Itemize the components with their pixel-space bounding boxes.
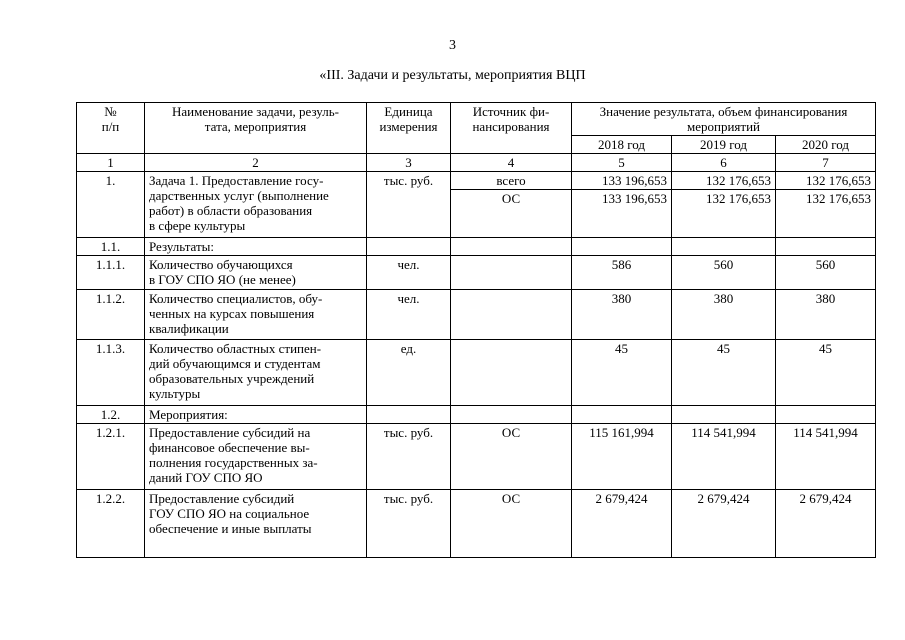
table-row <box>77 290 876 340</box>
header-year-2019: 2019 год <box>672 136 776 154</box>
row-value-2018: 45 <box>572 340 672 406</box>
header-unit: Единица измерения <box>367 103 451 154</box>
section-title: «III. Задачи и результаты, мероприятия ВЦП <box>319 68 586 83</box>
table-row <box>77 238 876 256</box>
row-source <box>451 238 572 256</box>
index-cell: 3 <box>367 154 451 172</box>
row-name: Количество областных стипен- дий обучающимся и студентам образовательных учреждений культуры <box>145 340 367 406</box>
row-value-2020: 560 <box>776 256 876 290</box>
row-source: ОС <box>451 424 572 490</box>
header-value-group: Значение результата, объем финансирования мероприятий <box>572 103 876 136</box>
row-unit <box>367 406 451 424</box>
table-row <box>77 340 876 406</box>
row-source <box>451 340 572 406</box>
row-value-2020: 132 176,653 <box>776 172 876 190</box>
row-num: 1. <box>77 172 145 238</box>
row-num: 1.1.3. <box>77 340 145 406</box>
row-unit: чел. <box>367 256 451 290</box>
row-num: 1.2.1. <box>77 424 145 490</box>
index-cell: 1 <box>77 154 145 172</box>
row-value-2020 <box>776 238 876 256</box>
row-name: Задача 1. Предоставление госу- дарственных услуг (выполнение работ) в области образования в сфере культуры <box>145 172 367 238</box>
row-source: всего <box>451 172 572 190</box>
row-name: Предоставление субсидий ГОУ СПО ЯО на социальное обеспечение и иные выплаты <box>145 490 367 558</box>
row-unit: тыс. руб. <box>367 490 451 558</box>
row-value-2019: 132 176,653 <box>672 172 776 190</box>
index-cell: 4 <box>451 154 572 172</box>
row-value-2018 <box>572 238 672 256</box>
row-value-2020: 132 176,653 <box>776 190 876 238</box>
table-row <box>77 424 876 490</box>
row-unit: тыс. руб. <box>367 172 451 238</box>
row-value-2020 <box>776 406 876 424</box>
row-unit: тыс. руб. <box>367 424 451 490</box>
row-value-2019: 114 541,994 <box>672 424 776 490</box>
row-unit: чел. <box>367 290 451 340</box>
results-table <box>76 102 876 558</box>
row-value-2019: 132 176,653 <box>672 190 776 238</box>
row-value-2018: 2 679,424 <box>572 490 672 558</box>
row-num: 1.2.2. <box>77 490 145 558</box>
table-row <box>77 406 876 424</box>
row-source <box>451 256 572 290</box>
index-cell: 7 <box>776 154 876 172</box>
index-cell: 5 <box>572 154 672 172</box>
row-value-2018: 115 161,994 <box>572 424 672 490</box>
header-source: Источник фи- нансирования <box>451 103 572 154</box>
row-source <box>451 406 572 424</box>
row-unit: ед. <box>367 340 451 406</box>
row-source: ОС <box>451 490 572 558</box>
row-value-2019 <box>672 406 776 424</box>
header-name: Наименование задачи, резуль- тата, мероприятия <box>145 103 367 154</box>
row-num: 1.1. <box>77 238 145 256</box>
row-value-2018: 586 <box>572 256 672 290</box>
row-value-2019: 380 <box>672 290 776 340</box>
page-number: 3 <box>449 38 456 53</box>
index-cell: 2 <box>145 154 367 172</box>
index-cell: 6 <box>672 154 776 172</box>
row-value-2018: 133 196,653 <box>572 172 672 190</box>
table-row <box>77 256 876 290</box>
row-value-2020: 2 679,424 <box>776 490 876 558</box>
row-name: Результаты: <box>145 238 367 256</box>
row-value-2019: 45 <box>672 340 776 406</box>
row-value-2019 <box>672 238 776 256</box>
row-source <box>451 290 572 340</box>
row-value-2020: 114 541,994 <box>776 424 876 490</box>
row-value-2019: 2 679,424 <box>672 490 776 558</box>
row-name: Мероприятия: <box>145 406 367 424</box>
row-value-2020: 45 <box>776 340 876 406</box>
row-name: Количество специалистов, обу- ченных на курсах повышения квалификации <box>145 290 367 340</box>
row-value-2019: 560 <box>672 256 776 290</box>
row-value-2018: 133 196,653 <box>572 190 672 238</box>
row-num: 1.2. <box>77 406 145 424</box>
header-year-2018: 2018 год <box>572 136 672 154</box>
row-num: 1.1.2. <box>77 290 145 340</box>
row-value-2018 <box>572 406 672 424</box>
row-name: Предоставление субсидий на финансовое обеспечение вы- полнения государственных за- даний ГОУ СПО ЯО <box>145 424 367 490</box>
row-source: ОС <box>451 190 572 238</box>
row-num: 1.1.1. <box>77 256 145 290</box>
row-value-2018: 380 <box>572 290 672 340</box>
header-year-2020: 2020 год <box>776 136 876 154</box>
row-value-2020: 380 <box>776 290 876 340</box>
row-name: Количество обучающихся в ГОУ СПО ЯО (не менее) <box>145 256 367 290</box>
table-row <box>77 490 876 558</box>
row-unit <box>367 238 451 256</box>
header-num: № п/п <box>77 103 145 154</box>
